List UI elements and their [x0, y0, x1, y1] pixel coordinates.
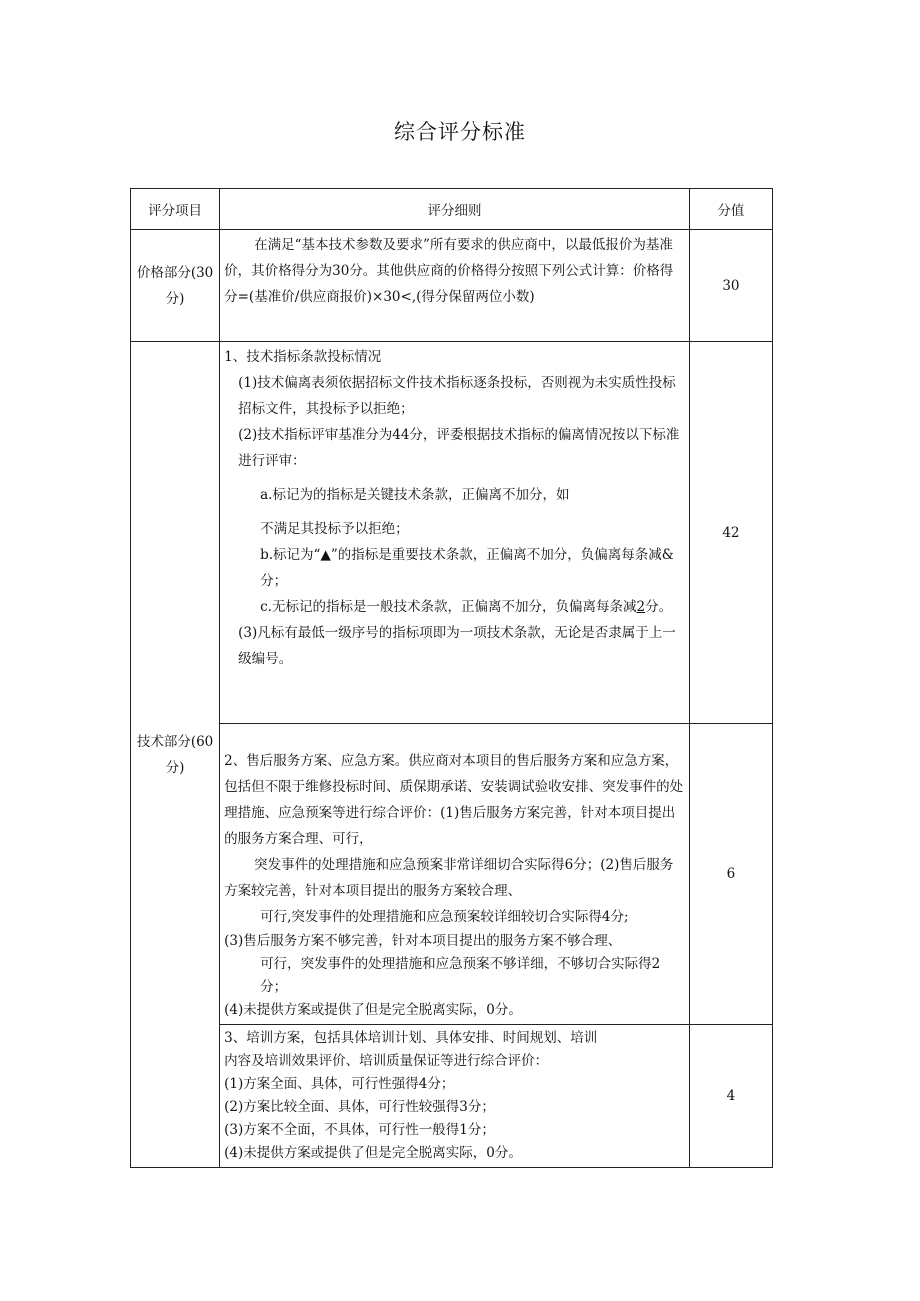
tech-sec2-score: 6 [689, 724, 772, 1025]
tech-sec1-detail [220, 342, 690, 724]
tech-sec1-a2: 不满足其投标予以拒绝； [260, 521, 409, 537]
tech-sec1-c-pre: c.无标记的指标是一般技术条款，正偏离不加分，负偏离每条减 [260, 599, 637, 615]
price-category: 价格部分(30分) [131, 230, 220, 342]
tech-sec2-l4: (3)售后服务方案不够完善，针对本项目提出的服务方案不够合理、 [224, 933, 622, 949]
table-header-row [131, 189, 773, 230]
tech-sec3-detail [220, 1025, 690, 1168]
tech-sec1-title: 1、技术指标条款投标情况 [224, 349, 382, 365]
page-title: 综合评分标准 [394, 120, 526, 144]
tech-sec3-l3: (1)方案全面、具体，可行性强得4分； [224, 1076, 455, 1092]
tech-sec3-l1: 3、培训方案，包括具体培训计划、具体安排、时间规划、培训 [224, 1030, 598, 1046]
tech-sec1-b: b.标记为“▲”的指标是重要技术条款，正偏离不加分，负偏离每条减&分； [260, 547, 674, 589]
tech-sec3-score: 4 [689, 1025, 772, 1168]
tech-sec2-detail [220, 724, 690, 1025]
price-score: 30 [689, 230, 772, 342]
tech-row-2 [131, 724, 773, 1025]
tech-sec3-l6: (4)未提供方案或提供了但是完全脱离实际，0分。 [224, 1145, 522, 1161]
tech-sec1-p2: (2)技术指标评审基准分为44分，评委根据技术指标的偏离情况按以下标准进行评审： [238, 427, 680, 469]
price-text: 在满足“基本技术参数及要求”所有要求的供应商中，以最低报价为基准价，其价格得分为30分。其他供应商的价格得分按照下列公式计算：价格得分=(基准价/供应商报价)×30<,(得分保留两位小数) [224, 237, 674, 305]
tech-sec1-p1: (1)技术偏离表须依据招标文件技术指标逐条投标，否则视为未实质性投标招标文件，其投标予以拒绝； [238, 375, 676, 417]
tech-sec2-l2: 突发事件的处理措施和应急预案非常详细切合实际得6分；(2)售后服务方案较完善，针对本项目提出的服务方案较合理、 [224, 857, 674, 899]
tech-sec2-l3: 可行,突发事件的处理措施和应急预案较详细较切合实际得4分; [260, 909, 629, 925]
scoring-table [130, 188, 773, 1168]
tech-sec1-score: 42 [689, 342, 772, 724]
tech-sec1-p3: (3)凡标有最低一级序号的指标项即为一项技术条款，无论是否隶属于上一级编号。 [238, 625, 676, 667]
header-score: 分值 [689, 189, 772, 230]
tech-sec3-l4: (2)方案比较全面、具体，可行性较强得3分； [224, 1099, 495, 1115]
tech-sec3-l2: 内容及培训效果评价、培训质量保证等进行综合评价： [224, 1053, 549, 1069]
price-detail [220, 230, 690, 342]
tech-sec1-c-num: 2 [636, 599, 646, 615]
tech-sec2-l1: 2、售后服务方案、应急方案。供应商对本项目的售后服务方案和应急方案，包括但不限于维修投标时间、质保期承诺、安装调试验收安排、突发事件的处理措施、应急预案等进行综合评价：(1)售后服务方案完善，针对本项目提出的服务方案合理、可行， [224, 753, 684, 847]
tech-sec2-l6: (4)未提供方案或提供了但是完全脱离实际，0分。 [224, 1002, 522, 1018]
tech-category: 技术部分(60分) [131, 342, 220, 1168]
header-item: 评分项目 [131, 189, 220, 230]
tech-sec1-c [224, 594, 685, 620]
price-row [131, 230, 773, 342]
tech-row-1 [131, 342, 773, 724]
header-detail: 评分细则 [220, 189, 690, 230]
tech-sec1-a1: a.标记为的指标是关键技术条款，正偏离不加分，如 [260, 487, 570, 503]
tech-sec1-c-post: 分。 [645, 599, 673, 615]
tech-sec2-l5: 可行，突发事件的处理措施和应急预案不够详细，不够切合实际得2分； [260, 956, 661, 995]
tech-row-3 [131, 1025, 773, 1168]
tech-sec3-l5: (3)方案不全面，不具体，可行性一般得1分； [224, 1122, 495, 1138]
